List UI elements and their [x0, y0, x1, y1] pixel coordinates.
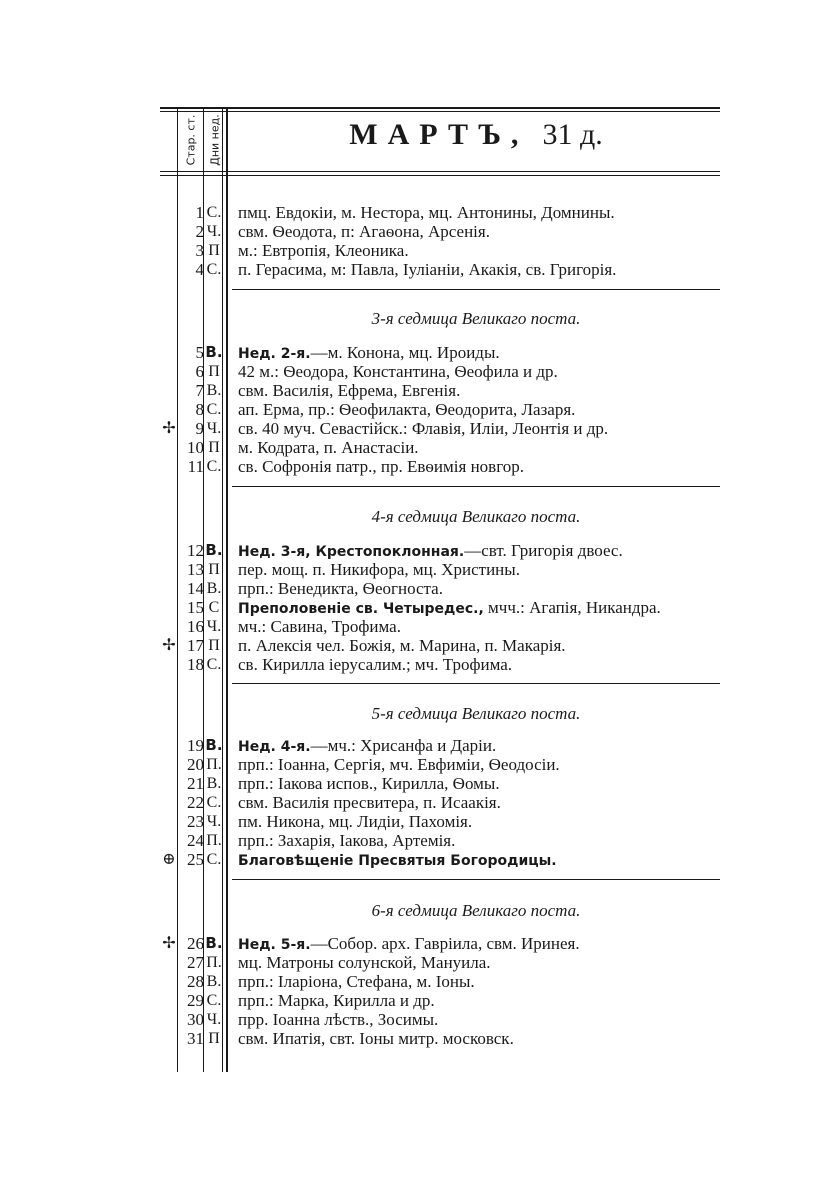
- calendar-entry: [160, 541, 760, 560]
- calendar-entry: [160, 812, 760, 831]
- entry-text: [238, 541, 623, 562]
- calendar-entry: [160, 400, 760, 419]
- day-number: 31: [187, 1029, 204, 1048]
- weekday: П: [208, 637, 220, 654]
- entry-text: [238, 560, 520, 579]
- calendar-entry: [160, 617, 760, 636]
- weekday: В.: [206, 973, 222, 990]
- entry-body: пер. мощ. п. Никифора, мц. Христины.: [238, 560, 520, 579]
- day-number: 2: [195, 222, 204, 241]
- entry-text: [238, 381, 460, 400]
- calendar-entry: [160, 755, 760, 774]
- weekday: П.: [206, 954, 222, 971]
- calendar-entry: [160, 655, 760, 674]
- day-number: 13: [187, 560, 204, 579]
- calendar-entry: [160, 343, 760, 362]
- entry-text: [238, 438, 419, 457]
- weekday: В.: [205, 736, 223, 754]
- entry-body: свм. Василія, Ефрема, Евгенія.: [238, 381, 461, 400]
- entry-text: [238, 579, 443, 598]
- week-heading: 3-я седмица Великаго поста.: [371, 309, 581, 328]
- calendar-entry: [160, 203, 760, 222]
- weekday: П.: [206, 756, 222, 773]
- entry-text: [238, 991, 435, 1010]
- day-number: 21: [187, 774, 204, 793]
- calendar-entry: [160, 241, 760, 260]
- week-heading: 6-я седмица Великаго поста.: [371, 901, 581, 920]
- calendar-entry: [160, 381, 760, 400]
- entry-text: [238, 972, 475, 991]
- entry-body: свм. Ипатія, свт. Іоны митр. московск.: [238, 1029, 514, 1048]
- month-days: 31 д.: [542, 118, 603, 151]
- entry-body: прп.: Іакова испов., Кирилла, Ѳомы.: [238, 774, 500, 793]
- entry-body: —свт. Григорія двоес.: [464, 541, 623, 560]
- weekday: П: [208, 363, 220, 380]
- entry-lead: Нед. 2-я.: [238, 346, 311, 362]
- entry-body: пм. Никона, мц. Лидіи, Пахомія.: [238, 812, 473, 831]
- calendar-entry: [160, 636, 760, 655]
- header-top-rule-thin: [160, 111, 720, 112]
- entry-body: —Собор. арх. Гавріила, свм. Иринея.: [310, 934, 580, 953]
- entry-body: п. Алексія чел. Божія, м. Марина, п. Макарія.: [238, 636, 566, 655]
- entry-text: [238, 241, 409, 260]
- entry-text: [238, 419, 608, 438]
- weekday: С.: [206, 794, 222, 811]
- day-number: 7: [195, 381, 204, 400]
- entry-text: [238, 203, 615, 222]
- weekday: С.: [206, 851, 222, 868]
- day-number: 23: [187, 812, 204, 831]
- header-bottom-rule-2: [160, 175, 720, 176]
- day-number: 12: [187, 541, 204, 560]
- entry-body: прп.: Венедикта, Ѳеогноста.: [238, 579, 443, 598]
- day-number: 19: [187, 736, 204, 755]
- day-number: 8: [195, 400, 204, 419]
- weekday: В.: [206, 775, 222, 792]
- weekday: П: [208, 242, 220, 259]
- entry-text: [238, 343, 500, 364]
- entry-body: свм. Василія пресвитера, п. Исаакія.: [238, 793, 501, 812]
- weekday: Ч.: [206, 618, 222, 635]
- header-top-rule: [160, 107, 720, 109]
- weekday: Ч.: [206, 813, 222, 830]
- entry-body: св. Кирилла іерусалим.; мч. Трофима.: [238, 655, 513, 674]
- feast-mark-icon: ✢: [162, 420, 176, 437]
- calendar-entry: [160, 419, 760, 438]
- calendar-entry: [160, 1010, 760, 1029]
- weekday: П: [208, 439, 220, 456]
- entry-text: [238, 850, 557, 871]
- entry-text: [238, 953, 491, 972]
- calendar-entry: [160, 972, 760, 991]
- day-number: 16: [187, 617, 204, 636]
- calendar-entry: [160, 598, 760, 617]
- day-number: 6: [195, 362, 204, 381]
- day-number: 17: [187, 636, 204, 655]
- day-number: 14: [187, 579, 204, 598]
- weekday: П: [208, 1030, 220, 1047]
- calendar-entry: [160, 953, 760, 972]
- entry-text: [238, 617, 401, 636]
- header-bottom-rule: [160, 171, 720, 172]
- section-rule: [232, 683, 720, 684]
- calendar-entry: [160, 991, 760, 1010]
- entry-body: м.: Евтропія, Клеоника.: [238, 241, 409, 260]
- day-number: 20: [187, 755, 204, 774]
- weekday: Ч.: [206, 1011, 222, 1028]
- calendar-entry: [160, 850, 760, 869]
- day-number: 22: [187, 793, 204, 812]
- header-col-old-style: [183, 110, 199, 170]
- entry-text: [238, 1010, 438, 1029]
- entry-body: прп.: Марка, Кирилла и др.: [238, 991, 435, 1010]
- entry-text: [238, 362, 558, 381]
- entry-body: —мч.: Хрисанфа и Даріи.: [310, 736, 497, 755]
- entry-lead: Благовѣщеніе Пресвятыя Богородицы.: [238, 853, 557, 869]
- calendar-entry: [160, 457, 760, 476]
- weekday: Ч.: [206, 223, 222, 240]
- entry-body: —м. Конона, мц. Ироиды.: [310, 343, 500, 362]
- entry-lead: Нед. 5-я.: [238, 937, 311, 953]
- weekday: П.: [206, 832, 222, 849]
- entry-text: [238, 400, 575, 419]
- weekday: С.: [206, 992, 222, 1009]
- entry-lead: Нед. 4-я.: [238, 739, 311, 755]
- entry-lead: Нед. 3-я, Крестопоклонная.: [238, 544, 465, 560]
- header-col-old-style-label: Стар. ст.: [184, 114, 198, 166]
- entry-body: мч.: Савина, Трофима.: [238, 617, 401, 636]
- day-number: 27: [187, 953, 204, 972]
- day-number: 15: [187, 598, 204, 617]
- entry-body: мц. Матроны солунской, Мануила.: [238, 953, 491, 972]
- month-name: МАРТЪ,: [349, 118, 529, 151]
- entry-body: св. 40 муч. Севастійск.: Флавія, Иліи, Леонтія и др.: [238, 419, 609, 438]
- weekday: С: [208, 599, 220, 616]
- feast-mark-icon: ✢: [162, 935, 176, 952]
- week-heading: 4-я седмица Великаго поста.: [371, 507, 581, 526]
- calendar-entry: [160, 831, 760, 850]
- entry-text: [238, 934, 580, 955]
- calendar-entry: [160, 1029, 760, 1048]
- calendar-entry: [160, 934, 760, 953]
- entry-body: пмц. Евдокіи, м. Нестора, мц. Антонины, Домнины.: [238, 203, 615, 222]
- weekday: С.: [206, 401, 222, 418]
- entry-body: свм. Ѳеодота, п: Агаѳона, Арсенія.: [238, 222, 490, 241]
- day-number: 5: [195, 343, 204, 362]
- entry-text: [238, 655, 512, 674]
- page-title: [232, 118, 720, 152]
- weekday: С.: [206, 204, 222, 221]
- day-number: 18: [187, 655, 204, 674]
- day-number: 28: [187, 972, 204, 991]
- entry-text: [238, 812, 472, 831]
- weekday: С.: [206, 656, 222, 673]
- entry-text: [238, 260, 616, 279]
- weekday: С.: [206, 261, 222, 278]
- calendar-entry: [160, 362, 760, 381]
- entry-text: [238, 222, 490, 241]
- day-number: 25: [187, 850, 204, 869]
- entry-text: [238, 598, 661, 619]
- entry-body: св. Софронія патр., пр. Евѳимія новгор.: [238, 457, 524, 476]
- calendar-entry: [160, 438, 760, 457]
- calendar-entry: [160, 736, 760, 755]
- weekday: Ч.: [206, 420, 222, 437]
- day-number: 10: [187, 438, 204, 457]
- entry-text: [238, 793, 501, 812]
- day-number: 9: [195, 419, 204, 438]
- entry-body: прп.: Захарія, Іакова, Артемія.: [238, 831, 456, 850]
- entry-body: прр. Іоанна лѣств., Зосимы.: [238, 1010, 439, 1029]
- entry-body: мчч.: Агапія, Никандра.: [483, 598, 661, 617]
- weekday: В.: [206, 580, 222, 597]
- entry-body: п. Герасима, м: Павла, Іуліаніи, Акакія, св. Григорія.: [238, 260, 617, 279]
- feast-mark-icon: ⊕: [162, 851, 176, 868]
- calendar-entry: [160, 579, 760, 598]
- day-number: 3: [195, 241, 204, 260]
- day-number: 30: [187, 1010, 204, 1029]
- section-rule: [232, 486, 720, 487]
- feast-mark-icon: ✢: [162, 637, 176, 654]
- section-rule: [232, 289, 720, 290]
- weekday: В.: [205, 934, 223, 952]
- day-number: 4: [195, 260, 204, 279]
- weekday: С.: [206, 458, 222, 475]
- weekday: П: [208, 561, 220, 578]
- calendar-entry: [160, 793, 760, 812]
- day-number: 24: [187, 831, 204, 850]
- entry-text: [238, 736, 496, 757]
- calendar-entry: [160, 774, 760, 793]
- entry-body: ап. Ерма, пр.: Ѳеофилакта, Ѳеодорита, Лазаря.: [238, 400, 576, 419]
- section-rule: [232, 879, 720, 880]
- header-col-weekdays: [207, 110, 223, 170]
- day-number: 1: [195, 203, 204, 222]
- week-heading: 5-я седмица Великаго поста.: [371, 704, 581, 723]
- entry-text: [238, 1029, 514, 1048]
- calendar-entry: [160, 260, 760, 279]
- entry-text: [238, 774, 500, 793]
- day-number: 29: [187, 991, 204, 1010]
- entry-body: прп.: Іларіона, Стефана, м. Іоны.: [238, 972, 475, 991]
- header-col-weekdays-label: Дни нед.: [208, 114, 222, 166]
- entry-text: [238, 755, 560, 774]
- entry-lead: Преполовеніе св. Четыредес.,: [238, 601, 484, 617]
- day-number: 11: [187, 457, 204, 476]
- entry-body: 42 м.: Ѳеодора, Константина, Ѳеофила и др.: [238, 362, 558, 381]
- weekday: В.: [205, 343, 223, 361]
- entry-text: [238, 636, 566, 655]
- entry-text: [238, 457, 524, 476]
- entry-body: м. Кодрата, п. Анастасіи.: [238, 438, 419, 457]
- entry-body: прп.: Іоанна, Сергія, мч. Евфиміи, Ѳеодосіи.: [238, 755, 560, 774]
- weekday: В.: [206, 382, 222, 399]
- calendar-entry: [160, 560, 760, 579]
- entry-text: [238, 831, 455, 850]
- weekday: В.: [205, 541, 223, 559]
- calendar-entry: [160, 222, 760, 241]
- day-number: 26: [187, 934, 204, 953]
